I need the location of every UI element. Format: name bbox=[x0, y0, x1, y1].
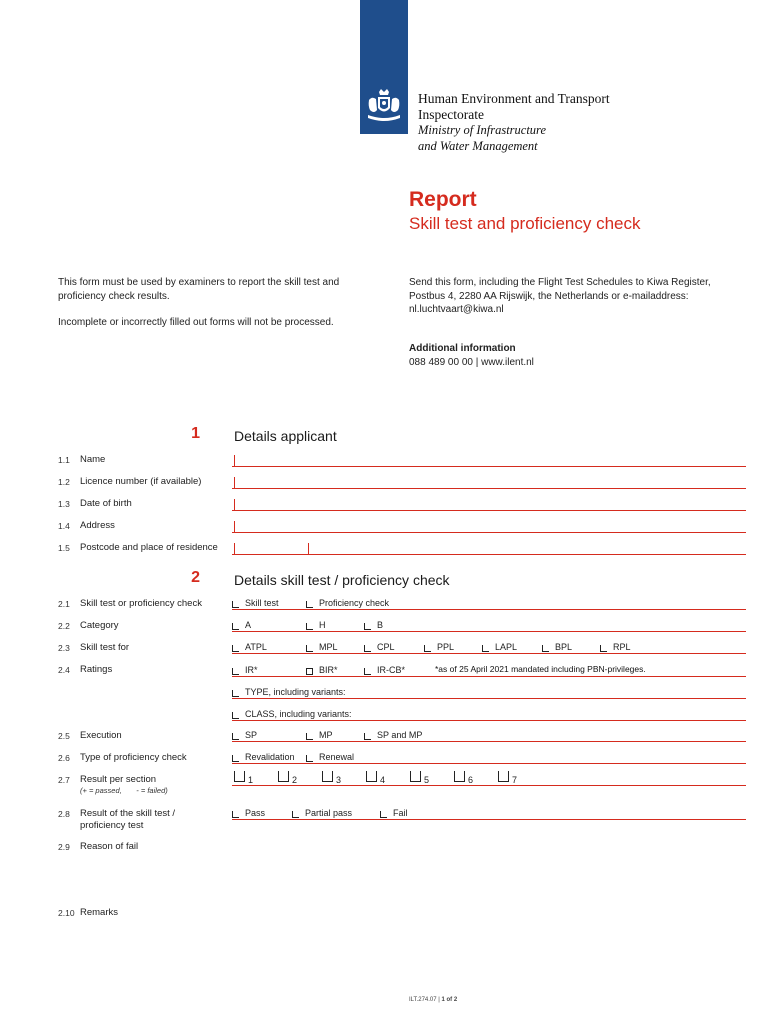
field-number: 2.9 bbox=[58, 842, 70, 852]
checkbox-icon bbox=[306, 623, 313, 630]
bir-checkbox[interactable]: BIR* bbox=[306, 665, 338, 675]
test-result-label: Result of the skill test / proficiency test bbox=[80, 808, 176, 831]
ir-cb-checkbox[interactable]: IR-CB* bbox=[364, 665, 405, 675]
field-underline bbox=[232, 785, 746, 786]
section-7-result-box[interactable]: 7 bbox=[498, 771, 517, 782]
bpl-checkbox[interactable]: BPL bbox=[542, 642, 572, 652]
field-number: 2.5 bbox=[58, 731, 70, 741]
postcode-field-cursor bbox=[234, 543, 235, 554]
checkbox-icon bbox=[306, 645, 313, 652]
category-a-checkbox[interactable]: A bbox=[232, 620, 251, 630]
ppl-checkbox[interactable]: PPL bbox=[424, 642, 454, 652]
report-title: Report bbox=[409, 188, 477, 211]
category-b-checkbox[interactable]: B bbox=[364, 620, 383, 630]
dob-field-cursor bbox=[234, 499, 235, 510]
execution-label: Execution bbox=[80, 730, 122, 741]
checkbox-icon bbox=[364, 733, 371, 740]
field-number: 2.2 bbox=[58, 621, 70, 631]
date-of-birth-field[interactable] bbox=[232, 510, 746, 511]
section-1-title: Details applicant bbox=[234, 428, 337, 444]
atpl-checkbox[interactable]: ATPL bbox=[232, 642, 267, 652]
organisation-name: Human Environment and Transport Inspectorate bbox=[418, 91, 610, 122]
field-number: 1.5 bbox=[58, 543, 70, 553]
checkbox-icon bbox=[424, 645, 431, 652]
proficiency-type-label: Type of proficiency check bbox=[80, 752, 187, 763]
field-underline bbox=[232, 609, 746, 610]
category-h-checkbox[interactable]: H bbox=[306, 620, 326, 630]
name-field-cursor bbox=[234, 455, 235, 466]
field-underline bbox=[232, 631, 746, 632]
class-variants-field[interactable] bbox=[232, 720, 746, 721]
skill-test-for-label: Skill test for bbox=[80, 642, 130, 653]
section-5-result-box[interactable]: 5 bbox=[410, 771, 429, 782]
sp-and-mp-checkbox[interactable]: SP and MP bbox=[364, 730, 422, 740]
contact-email[interactable]: nl.luchtvaart@kiwa.nl bbox=[409, 304, 504, 315]
partial-pass-checkbox[interactable]: Partial pass bbox=[292, 808, 352, 818]
category-label: Category bbox=[80, 620, 119, 631]
report-subtitle: Skill test and proficiency check bbox=[409, 214, 641, 233]
field-number: 1.3 bbox=[58, 499, 70, 509]
page-footer: ILT.274.07 | 1 of 2 bbox=[409, 997, 458, 1003]
checkbox-icon bbox=[292, 811, 299, 818]
section-2-result-box[interactable]: 2 bbox=[278, 771, 297, 782]
checkbox-icon bbox=[542, 645, 549, 652]
test-type-label: Skill test or proficiency check bbox=[80, 598, 202, 609]
field-number: 1.2 bbox=[58, 477, 70, 487]
address-field-cursor bbox=[234, 521, 235, 532]
type-variants-checkbox[interactable]: TYPE, including variants: bbox=[232, 687, 346, 697]
field-underline bbox=[232, 676, 746, 677]
fail-checkbox[interactable]: Fail bbox=[380, 808, 408, 818]
field-number: 2.3 bbox=[58, 643, 70, 653]
checkbox-icon bbox=[232, 733, 239, 740]
field-underline bbox=[232, 741, 746, 742]
postcode-place-field[interactable] bbox=[232, 554, 746, 555]
revalidation-checkbox[interactable]: Revalidation bbox=[232, 752, 295, 762]
reason-of-fail-field[interactable] bbox=[232, 838, 746, 888]
skill-test-checkbox[interactable]: Skill test bbox=[232, 598, 279, 608]
address-label: Address bbox=[80, 520, 115, 531]
proficiency-check-checkbox[interactable]: Proficiency check bbox=[306, 598, 389, 608]
field-number: 1.1 bbox=[58, 455, 70, 465]
checkbox-icon bbox=[232, 712, 239, 719]
checkbox-icon bbox=[482, 645, 489, 652]
section-6-result-box[interactable]: 6 bbox=[454, 771, 473, 782]
field-underline bbox=[232, 819, 746, 820]
renewal-checkbox[interactable]: Renewal bbox=[306, 752, 354, 762]
intro-instructions: This form must be used by examiners to report the skill test and proficiency check results. Incomplete or incorrectly filled out forms will not be processed. bbox=[58, 277, 340, 328]
pbn-privileges-note: *as of 25 April 2021 mandated including PBN-privileges. bbox=[435, 664, 646, 674]
checkbox-icon bbox=[364, 623, 371, 630]
page-number: 1 of 2 bbox=[441, 997, 458, 1003]
place-field-cursor bbox=[308, 543, 309, 554]
section-2-title: Details skill test / proficiency check bbox=[234, 572, 450, 588]
postcode-label: Postcode and place of residence bbox=[80, 542, 218, 553]
checkbox-icon bbox=[232, 755, 239, 762]
checkbox-icon bbox=[306, 733, 313, 740]
section-3-result-box[interactable]: 3 bbox=[322, 771, 341, 782]
type-variants-field[interactable] bbox=[232, 698, 746, 699]
checkbox-icon bbox=[380, 811, 387, 818]
remarks-label: Remarks bbox=[80, 907, 119, 918]
ratings-label: Ratings bbox=[80, 664, 113, 675]
checkbox-icon bbox=[232, 645, 239, 652]
mpl-checkbox[interactable]: MPL bbox=[306, 642, 338, 652]
date-of-birth-label: Date of birth bbox=[80, 498, 132, 509]
result-per-section-label: Result per section bbox=[80, 774, 157, 785]
field-number: 2.6 bbox=[58, 753, 70, 763]
result-legend: (+ = passed, - = failed) bbox=[80, 786, 168, 795]
field-number: 2.4 bbox=[58, 665, 70, 675]
checkbox-icon bbox=[600, 645, 607, 652]
field-number: 2.1 bbox=[58, 599, 70, 609]
mp-checkbox[interactable]: MP bbox=[306, 730, 333, 740]
field-underline bbox=[232, 763, 746, 764]
ir-checkbox[interactable]: IR* bbox=[232, 665, 258, 675]
checkbox-icon bbox=[364, 645, 371, 652]
checkbox-icon bbox=[232, 690, 239, 697]
pass-checkbox[interactable]: Pass bbox=[232, 808, 265, 818]
checkbox-icon bbox=[306, 601, 313, 608]
checkbox-icon bbox=[232, 811, 239, 818]
reason-of-fail-label: Reason of fail bbox=[80, 841, 139, 852]
name-label: Name bbox=[80, 454, 106, 465]
coat-of-arms-logo bbox=[364, 88, 404, 124]
checkbox-icon bbox=[364, 668, 371, 675]
checkbox-icon bbox=[232, 601, 239, 608]
checkbox-icon bbox=[306, 755, 313, 762]
lapl-checkbox[interactable]: LAPL bbox=[482, 642, 517, 652]
cpl-checkbox[interactable]: CPL bbox=[364, 642, 395, 652]
additional-information: Additional information 088 489 00 00 | www.ilent.nl bbox=[409, 343, 534, 368]
rpl-checkbox[interactable]: RPL bbox=[600, 642, 631, 652]
field-number: 2.10 bbox=[58, 908, 75, 918]
section-1-result-box[interactable]: 1 bbox=[234, 771, 253, 782]
licence-number-label: Licence number (if available) bbox=[80, 476, 202, 487]
checkbox-icon bbox=[232, 668, 239, 675]
address-field[interactable] bbox=[232, 532, 746, 533]
ministry-name: Ministry of Infrastructure and Water Management bbox=[418, 123, 547, 153]
class-variants-checkbox[interactable]: CLASS, including variants: bbox=[232, 709, 352, 719]
send-instructions: Send this form, including the Flight Test Schedules to Kiwa Register, Postbus 4, 2280 AA Rijswijk, the Netherlands or e-mailaddress: nl.luchtvaart@kiwa.nl bbox=[409, 277, 711, 315]
licence-field-cursor bbox=[234, 477, 235, 488]
section-4-result-box[interactable]: 4 bbox=[366, 771, 385, 782]
field-number: 2.8 bbox=[58, 809, 70, 819]
checkbox-icon bbox=[232, 623, 239, 630]
remarks-field[interactable] bbox=[232, 904, 746, 974]
section-2-number: 2 bbox=[191, 569, 200, 586]
sp-checkbox[interactable]: SP bbox=[232, 730, 257, 740]
licence-number-field[interactable] bbox=[232, 488, 746, 489]
name-field[interactable] bbox=[232, 466, 746, 467]
checkbox-icon bbox=[306, 668, 313, 675]
field-number: 2.7 bbox=[58, 775, 70, 785]
field-underline bbox=[232, 653, 746, 654]
section-1-number: 1 bbox=[191, 425, 200, 442]
field-number: 1.4 bbox=[58, 521, 70, 531]
